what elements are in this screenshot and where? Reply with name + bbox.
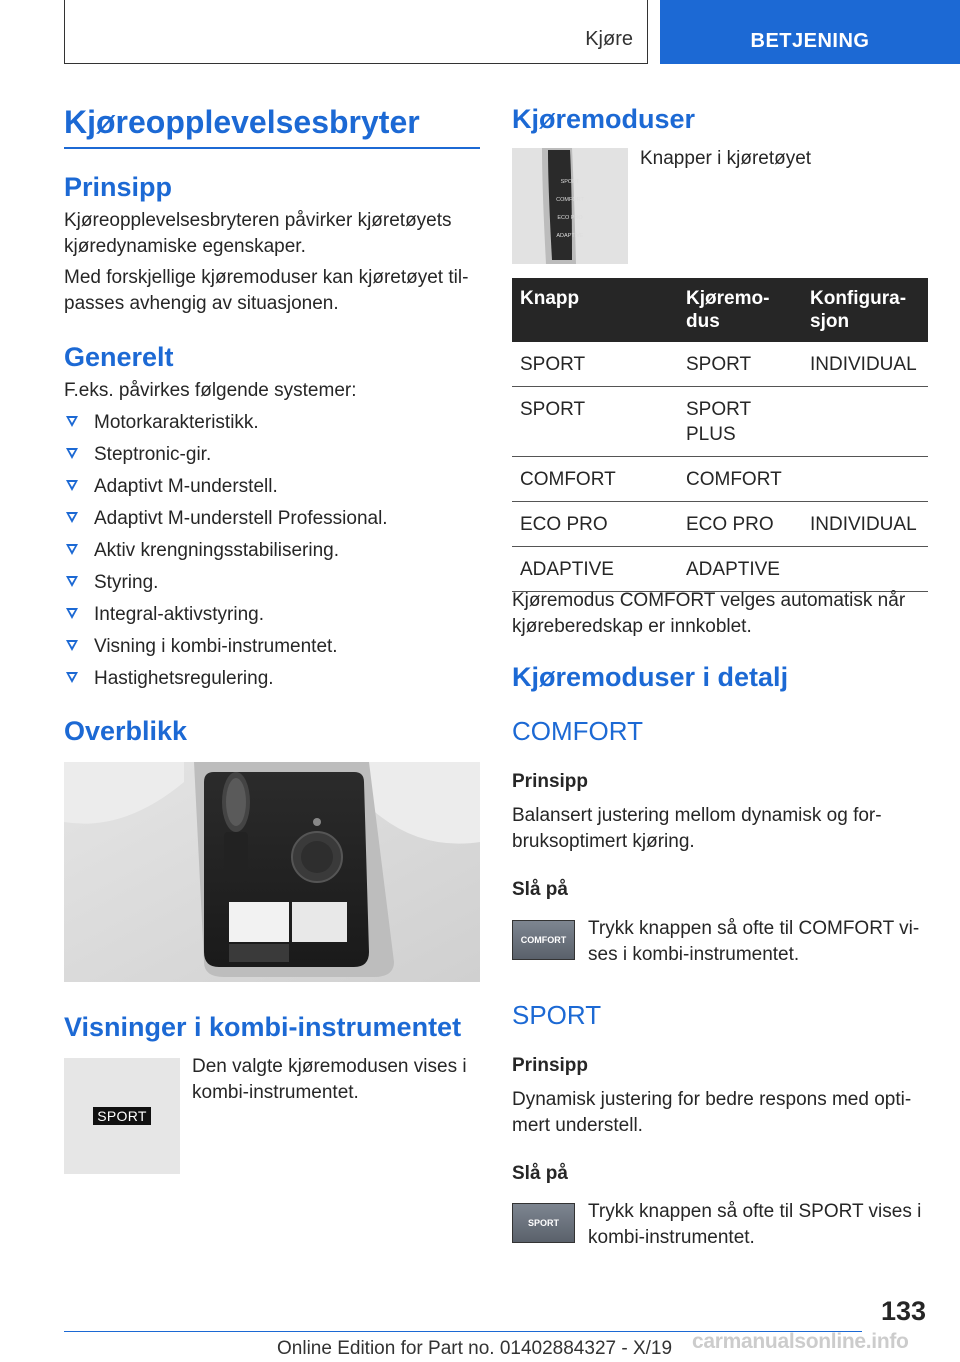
general-intro: F.eks. påvirkes følgende systemer: <box>64 380 357 401</box>
header-chapter: Kjøre <box>585 28 633 50</box>
table-header: Kjøremo- dus <box>678 278 802 342</box>
table-row <box>512 457 928 502</box>
table-header: Knapp <box>512 278 678 342</box>
triangle-bullet-icon <box>66 512 78 523</box>
center-console-image <box>64 762 480 982</box>
page-title: Kjøreopplevelsesbryter <box>64 104 420 140</box>
principle-paragraph-2: Med forskjellige kjøremoduser kan kjøretøyet til- passes avhengig av situasjonen. <box>64 267 469 314</box>
triangle-bullet-icon <box>66 448 78 459</box>
list-item: Adaptivt M-understell Professional. <box>64 506 484 538</box>
table-row <box>512 502 928 547</box>
table-cell: COMFORT <box>512 457 678 502</box>
modes-caption: Knapper i kjøretøyet <box>640 148 812 169</box>
triangle-bullet-icon <box>66 672 78 683</box>
display-heading: Visninger i kombi-instrumentet <box>64 1012 462 1042</box>
modes-table <box>512 278 928 592</box>
modes-heading: Kjøremoduser <box>512 104 696 134</box>
list-item: Steptronic-gir. <box>64 442 484 474</box>
principle-paragraph-1: Kjøreopplevelsesbryteren påvirker kjøretøyets kjøredynamiske egenskaper. <box>64 210 452 257</box>
comfort-heading: COMFORT <box>512 716 643 746</box>
detail-heading: Kjøremoduser i detalj <box>512 662 789 692</box>
table-cell: SPORT <box>512 387 678 457</box>
sport-button-label: SPORT <box>527 1218 559 1228</box>
table-row <box>512 387 928 457</box>
mode-button-label: SPORT <box>560 179 580 185</box>
watermark: carmanualsonline.info <box>692 1330 909 1353</box>
sport-heading: SPORT <box>512 1000 602 1030</box>
title-rule <box>64 147 480 149</box>
table-cell <box>802 457 928 502</box>
list-item: Aktiv krengningsstabilisering. <box>64 538 484 570</box>
principle-heading: Prinsipp <box>64 172 173 202</box>
table-cell: INDIVIDUAL <box>802 502 928 547</box>
sport-display-badge: SPORT <box>93 1107 150 1125</box>
comfort-principle-text: Balansert justering mellom dynamisk og for- bruksoptimert kjøring. <box>512 805 882 852</box>
table-cell: ADAPTIVE <box>678 547 802 592</box>
list-item: Hastighetsregulering. <box>64 666 484 698</box>
list-item: Adaptivt M-understell. <box>64 474 484 506</box>
table-cell: COMFORT <box>678 457 802 502</box>
mode-button-label: COMFORT <box>556 197 584 203</box>
comfort-on-text: Trykk knappen så ofte til COMFORT vi- ses i kombi-instrumentet. <box>588 918 920 965</box>
triangle-bullet-icon <box>66 608 78 619</box>
overview-heading: Overblikk <box>64 716 188 746</box>
table-cell: SPORT <box>678 342 802 387</box>
table-row <box>512 547 928 592</box>
comfort-button-label: COMFORT <box>520 935 567 945</box>
header-chapter-box <box>64 0 648 64</box>
table-cell <box>802 547 928 592</box>
list-item: Motorkarakteristikk. <box>64 410 484 442</box>
triangle-bullet-icon <box>66 480 78 491</box>
display-image <box>64 1058 180 1174</box>
display-text: Den valgte kjøremodusen vises i kombi-instrumentet. <box>192 1056 467 1103</box>
sport-principle-label: Prinsipp <box>512 1055 589 1076</box>
comfort-principle-label: Prinsipp <box>512 771 589 792</box>
edition-text: Online Edition for Part no. 01402884327 - X/19 <box>277 1338 673 1359</box>
comfort-on-label: Slå på <box>512 879 568 900</box>
triangle-bullet-icon <box>66 640 78 651</box>
table-cell: SPORT PLUS <box>678 387 802 457</box>
table-cell: ADAPTIVE <box>512 547 678 592</box>
sport-on-label: Slå på <box>512 1163 568 1184</box>
list-item: Visning i kombi-instrumentet. <box>64 634 484 666</box>
comfort-mode-button[interactable] <box>512 920 575 960</box>
general-heading: Generelt <box>64 342 174 372</box>
header-section-tab[interactable]: BETJENING <box>660 0 960 64</box>
list-item: Styring. <box>64 570 484 602</box>
table-row <box>512 342 928 387</box>
sport-on-text: Trykk knappen så ofte til SPORT vises i kombi-instrumentet. <box>588 1201 922 1248</box>
table-cell: SPORT <box>512 342 678 387</box>
table-cell <box>802 387 928 457</box>
triangle-bullet-icon <box>66 544 78 555</box>
table-cell: INDIVIDUAL <box>802 342 928 387</box>
table-header: Konfigura- sjon <box>802 278 928 342</box>
mode-buttons-labels <box>544 173 596 245</box>
sport-mode-button[interactable] <box>512 1203 575 1243</box>
table-header-row <box>512 278 928 342</box>
page-number: 133 <box>880 1296 926 1326</box>
triangle-bullet-icon <box>66 576 78 587</box>
sport-principle-text: Dynamisk justering for bedre respons med opti- mert understell. <box>512 1089 912 1136</box>
triangle-bullet-icon <box>66 416 78 427</box>
mode-button-label: ADAPTIVE <box>556 233 584 239</box>
mode-button-label: ECO PRO <box>557 215 583 221</box>
systems-list <box>64 410 484 698</box>
table-cell: ECO PRO <box>678 502 802 547</box>
table-cell: ECO PRO <box>512 502 678 547</box>
comfort-default-note: Kjøremodus COMFORT velges automatisk når kjøreberedskap er innkoblet. <box>512 590 906 637</box>
list-item: Integral-aktivstyring. <box>64 602 484 634</box>
